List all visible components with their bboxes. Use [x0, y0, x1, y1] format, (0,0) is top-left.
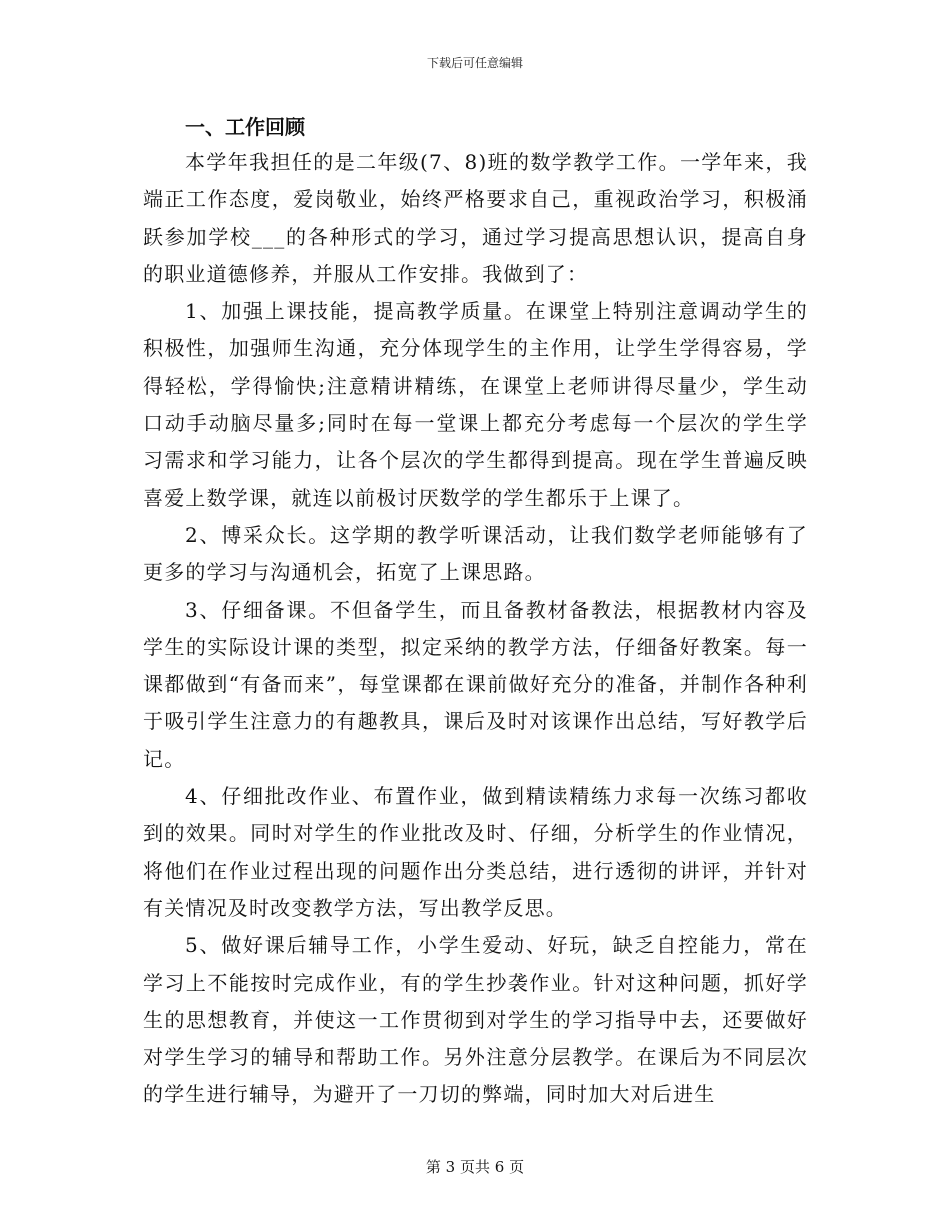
page-content	[143, 110, 808, 1114]
page-header: 下载后可任意编辑	[426, 56, 523, 70]
paragraph-item-5: 5、做好课后辅导工作，小学生爱动、好玩，缺乏自控能力，常在学习上不能按时完成作业，有的学生抄袭作业。针对这种问题，抓好学生的思想教育，并使这一工作贯彻到对学生的学习指导中去，还要做好对学生学习的辅导和帮助工作。另外注意分层教学。在课后为不同层次的学生进行辅导，为避开了一刀切的弊端，同时加大对后进生	[143, 933, 808, 1107]
section-heading: 一、工作回顾	[185, 115, 305, 139]
paragraph-item-2: 2、博采众长。这学期的教学听课活动，让我们数学老师能够有了更多的学习与沟通机会，拓宽了上课思路。	[143, 522, 808, 585]
paragraph-intro: 本学年我担任的是二年级(7、8)班的数学教学工作。一学年来，我端正工作态度，爱岗敬业，始终严格要求自己，重视政治学习，积极涌跃参加学校___的各种形式的学习，通过学习提高思想认识，提高自身的职业道德修养，并服从工作安排。我做到了：	[143, 150, 808, 286]
paragraph-item-1: 1、加强上课技能，提高教学质量。在课堂上特别注意调动学生的积极性，加强师生沟通，充分体现学生的主作用，让学生学得容易，学得轻松，学得愉快;注意精讲精练，在课堂上老师讲得尽量少，学生动口动手动脑尽量多;同时在每一堂课上都充分考虑每一个层次的学生学习需求和学习能力，让各个层次的学生都得到提高。现在学生普遍反映喜爱上数学课，就连以前极讨厌数学的学生都乐于上课了。	[143, 299, 808, 510]
page-footer: 第 3 页共 6 页	[425, 1158, 525, 1176]
paragraph-item-4: 4、仔细批改作业、布置作业，做到精读精练力求每一次练习都收到的效果。同时对学生的作业批改及时、仔细，分析学生的作业情况，将他们在作业过程出现的问题作出分类总结，进行透彻的讲评，并针对有关情况及时改变教学方法，写出教学反思。	[143, 784, 808, 920]
paragraph-item-3: 3、仔细备课。不但备学生，而且备教材备教法，根据教材内容及学生的实际设计课的类型，拟定采纳的教学方法，仔细备好教案。每一课都做到“有备而来”，每堂课都在课前做好充分的准备，并制作各种利于吸引学生注意力的有趣教具，课后及时对该课作出总结，写好教学后记。	[143, 597, 808, 771]
